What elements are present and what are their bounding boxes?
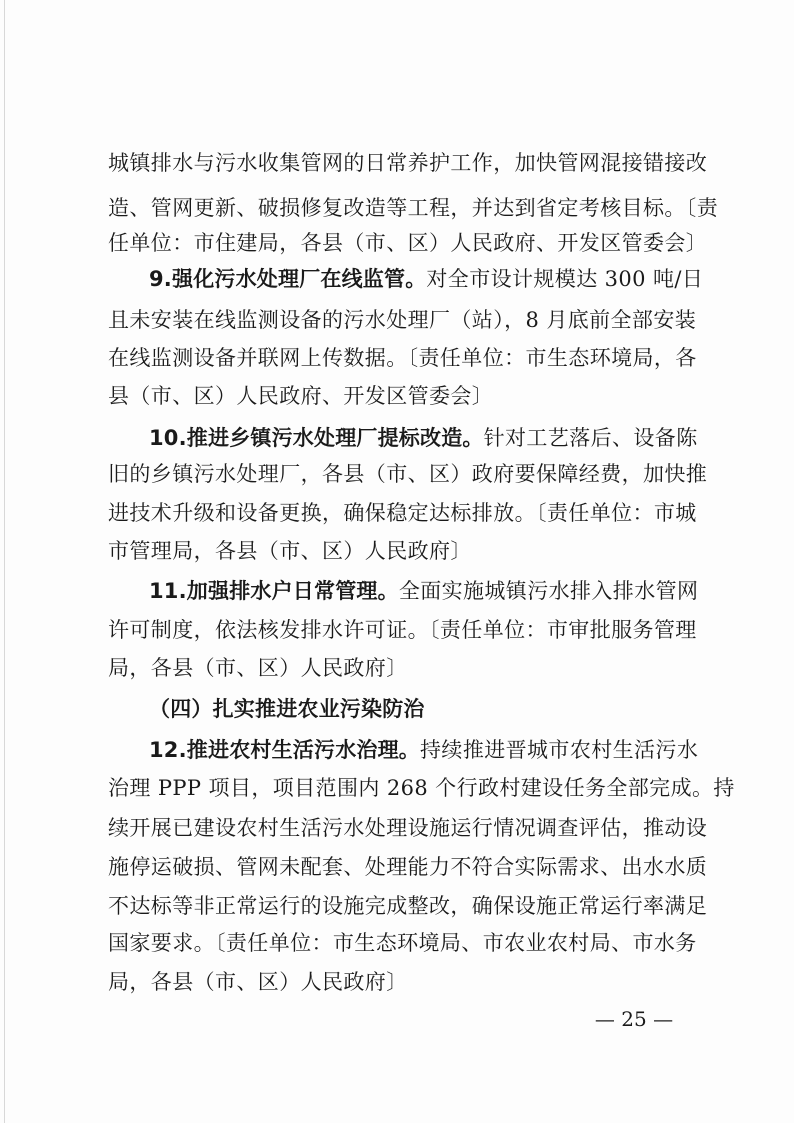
section-heading-line (149, 695, 689, 723)
body-text: 持续推进晋城市农村生活污水 (420, 738, 699, 762)
body-line: 且未安装在线监测设备的污水处理厂（站），8 月底前全部安装 (108, 308, 697, 332)
item-11-heading: 11.加强排水户日常管理。 (149, 579, 399, 603)
body-line: 造、管网更新、破损修复改造等工程，并达到省定考核目标。〔责 (108, 196, 719, 220)
item-12-heading: 12.推进农村生活污水治理。 (149, 738, 421, 762)
body-line: 旧的乡镇污水处理厂，各县（市、区）政府要保障经费，加快推 (108, 462, 708, 486)
body-line: 在线监测设备并联网上传数据。〔责任单位：市生态环境局，各 (108, 346, 697, 370)
page-number: — 25 — (594, 1007, 674, 1031)
section-heading: （四）扎实推进农业污染防治 (149, 697, 425, 721)
body-line: 任单位：市住建局，各县（市、区）人民政府、开发区管委会〕 (108, 231, 708, 255)
body-line: 施停运破损、管网未配套、处理能力不符合实际需求、出水水质 (108, 855, 708, 879)
item-9-line (149, 265, 704, 293)
body-line: 局，各县（市、区）人民政府〕 (108, 656, 408, 680)
item-10-heading: 10.推进乡镇污水处理厂提标改造。 (149, 426, 484, 450)
body-line: 治理 PPP 项目，项目范围内 268 个行政村建设任务全部完成。持 (108, 776, 735, 800)
item-12-line (149, 736, 699, 764)
body-line: 县（市、区）人民政府、开发区管委会〕 (108, 384, 494, 408)
item-11-line (149, 577, 699, 605)
item-9-heading: 9.强化污水处理厂在线监管。 (149, 267, 427, 291)
body-line: 局，各县（市、区）人民政府〕 (108, 970, 408, 994)
body-line: 续开展已建设农村生活污水处理设施运行情况调查评估，推动设 (108, 816, 708, 840)
body-line: 进技术升级和设备更换，确保稳定达标排放。〔责任单位：市城 (108, 501, 697, 525)
body-line: 国家要求。〔责任单位：市生态环境局、市农业农村局、市水务 (108, 931, 697, 955)
body-line: 市管理局，各县（市、区）人民政府〕 (108, 539, 472, 563)
body-text: 针对工艺落后、设备陈 (483, 426, 698, 450)
item-10-line (149, 424, 698, 452)
body-line: 不达标等非正常运行的设施完成整改，确保设施正常运行率满足 (108, 894, 708, 918)
scan-edge-line (4, 0, 5, 1123)
body-line: 许可制度，依法核发排水许可证。〔责任单位：市审批服务管理 (108, 618, 697, 642)
body-text: 全面实施城镇污水排入排水管网 (398, 579, 699, 603)
body-text: 对全市设计规模达 300 吨/日 (426, 267, 704, 291)
body-line: 城镇排水与污水收集管网的日常养护工作，加快管网混接错接改 (108, 151, 708, 175)
